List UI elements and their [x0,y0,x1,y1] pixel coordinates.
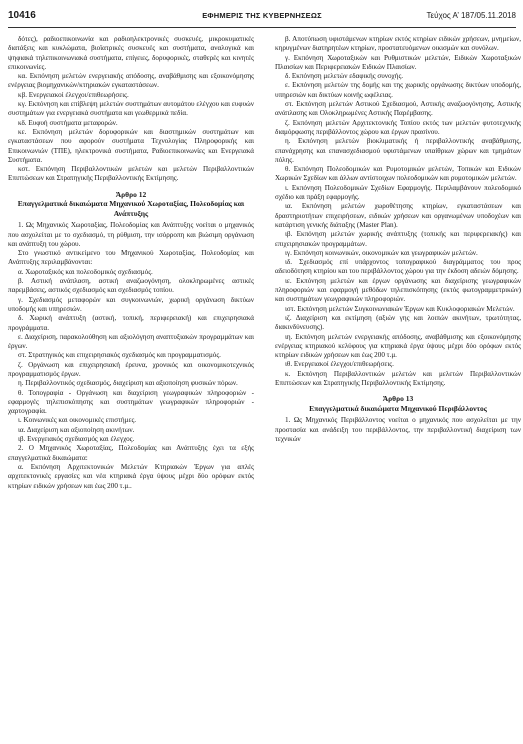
paragraph: ιη. Εκπόνηση μελετών ενεργειακής απόδοσης, αναβάθμισης και εξοικονόμησης ενέργειας κτηριακού κελύφους για κτηριακά έργα ύψους μέχρι δύο ορόφων εκτός κτηρίων ειδικών χρήσεων και έως 200 τ.μ. [275,332,521,360]
paragraph: ιθ. Ενεργειακοί έλεγχοι/επιθεωρήσεις. [285,360,394,369]
left-column [8,35,254,741]
paragraph: β. Αποτύπωση υφιστάμενων κτηρίων εκτός κτηρίων ειδικών χρήσεων, μνημείων, κηρυγμένων διατηρητέων κτηρίων, προστατευόμενων οικισμών και συνόλων. [275,35,521,53]
paragraph: ιζ. Διαχείριση και εκτίμηση (αξιών γης και λοιπών ακινήτων, τρωτότητας, διακινδύνευσης). [275,313,521,332]
paragraph: κα. Εκπόνηση μελετών ενεργειακής απόδοσης, αναβάθμισης και εξοικονόμησης ενέργειας βιομηχανικών/κτηριακών εγκαταστάσεων. [8,72,254,90]
paragraph: ιδ. Σχεδιασμός επί υπάρχοντος τοπογραφικού διαγράμματος του προς αδειοδότηση κτηρίου και του περιβάλλοντος χώρου για την έκδοση αδειών δόμησης. [275,258,521,276]
paragraph: ιστ. Εκπόνηση μελετών Συγκοινωνιακών Έργων και Κυκλοφοριακών Μελετών. [285,304,515,313]
paragraph: ζ. Οργάνωση και επιχειρησιακή έρευνα, χρονικός και οικονομικοτεχνικός προγραμματισμός έργων. [8,360,254,378]
paragraph: ζ. Εκπόνηση μελετών Αρχιτεκτονικής Τοπίου εκτός των μελετών φυτοτεχνικής διαμόρφωσης περιβάλλοντος χώρου και έργων πρασίνου. [275,118,521,136]
article-number: Άρθρο 13 [382,394,414,404]
paragraph: δότες), ραδιοεπικοινωνία και ραδιοηλεκτρονικές συσκευές, μικροκυματικές διατάξεις και κυκλώματα, βιοϊατρικές συσκευές και συστήματα, αναλογικά και ψηφιακά τηλεπικοινωνιακά συστήματα, επίγειες, δορυφορικές, σταθερές και κινητές επικοινωνίες. [8,35,254,71]
paragraph: α. Χωροταξικός και πολεοδομικός σχεδιασμός. [18,267,153,276]
paragraph: η. Εκπόνηση μελετών βιοκλιματικής ή περιβαλλοντικής αναβάθμισης, επανάχρησης και επανασχεδιασμού υφιστάμενων υπαίθριων χώρων και τμημάτων πόλης. [275,137,521,164]
issue-info: Τεύχος Α’ 187/05.11.2018 [426,11,516,20]
paragraph: α. Εκπόνηση Αρχιτεκτονικών Μελετών Κτηριακών Έργων για απλές αρχιτεκτονικές εργασίες και νέα κτηριακά έργα ύψους μέχρι δύο ορόφων εκτός κτηρίων ειδικών χρήσεων και έως 200 τ.μ.. [8,462,254,490]
paragraph: κε. Εκπόνηση μελετών δορυφορικών και διαστημικών συστημάτων και εγκαταστάσεων που αφορούν συστήματα Τεχνολογίας Πληροφορικής και Επικοινωνιών (ΤΠΕ), ηλεκτρονικά συστήματα, Ραδιοεπικοινωνίες και Ενεργειακά Συστήματα. [8,127,254,164]
paragraph: 1. Ως Μηχανικός Χωροταξίας, Πολεοδομίας και Ανάπτυξης νοείται ο μηχανικός που ασχολείται με το σχεδιασμό, τη ρύθμιση, την ισόρροπη και βιώσιμη οργάνωση και ανάπτυξη του χώρου. [8,221,254,248]
paragraph: ε. Εκπόνηση μελετών της δομής και της χωρικής οργάνωσης δικτύων υποδομής, υπηρεσιών και δικτύων κοινής ωφέλειας. [275,81,521,99]
paragraph: ιε. Εκπόνηση μελετών και έργων οργάνωσης και διαχείρισης γεωγραφικών πληροφοριών και εφαρμογή μεθόδων τηλεπισκόπησης (εκτός φωτογραμμετρικών) και συστημάτων γεωγραφικών πληροφοριών. [275,276,521,304]
article-title: Επαγγελματικά δικαιώματα Μηχανικού Περιβάλλοντος [309,403,487,413]
paragraph: κγ. Εκπόνηση και επίβλεψη μελετών συστημάτων αυτομάτου ελέγχου και ευφυών συστημάτων για ενεργειακά συστήματα και γεωθερμικά πεδία. [8,100,254,118]
paragraph: ι. Εκπόνηση Πολεοδομικών Σχεδίων Εφαρμογής. Περιλαμβάνουν πολεοδομικό σχέδιο και πράξη εφαρμογής. [275,183,521,202]
paragraph: κδ. Ευφυή συστήματα μεταφορών. [18,118,118,127]
page-number: 10416 [8,10,36,21]
right-column [275,35,521,741]
paragraph: στ. Εκπόνηση μελετών Αστικού Σχεδιασμού, Αστικής αναζωογόνησης, Αστικής ανάπλασης και Ολοκληρωμένες Αστικής Παρέμβασης. [275,100,521,118]
paragraph: κ. Εκπόνηση Περιβαλλοντικών μελετών και μελετών Περιβαλλοντικών Επιπτώσεων και Στρατηγικής Περιβαλλοντικής Εκτίμησης. [275,369,521,387]
paragraph: η. Περιβαλλοντικός σχεδιασμός, διαχείριση και αξιοποίηση φυσικών πόρων. [18,379,238,388]
paragraph: στ. Στρατηγικός και επιχειρησιακός σχεδιασμός και προγραμματισμός. [18,351,221,360]
paragraph: β. Αστική ανάπλαση, αστική αναζωογόνηση, ολοκληρωμένες αστικές παρεμβάσεις, αστικός σχεδιασμός και σχεδιασμός τοπίου. [8,277,254,295]
article-number: Άρθρο 12 [115,189,147,199]
paragraph: θ. Τοπογραφία - Οργάνωση και διαχείριση γεωγραφικών πληροφοριών - εφαρμογές τηλεπισκόπησης και συστημάτων γεωγραφικών πληροφοριών - χαρτογραφία. [8,388,254,416]
paragraph: δ. Εκπόνηση μελετών εδαφικής συνοχής. [285,72,404,81]
paragraph: ε. Διαχείριση, παρακολούθηση και αξιολόγηση αναπτυξιακών προγραμμάτων και έργων. [8,332,254,351]
article-title: Επαγγελματικά δικαιώματα Μηχανικού Χωροταξίας, Πολεοδομίας και Ανάπτυξης [17,199,245,218]
page-header [8,10,516,24]
paragraph: ιβ. Εκπόνηση μελετών χωρικής ανάπτυξης (τοπικής και περιφερειακής) και επιχειρησιακών προγραμμάτων. [275,230,521,248]
paragraph: ια. Εκπόνηση μελετών χωροθέτησης κτηρίων, εγκαταστάσεων και δραστηριοτήτων επιχειρήσεων, ειδικών χρήσεων και οργανωμένων υποδοχέων και κατάρτιση γενικής διάταξης (Master Plan). [275,202,521,229]
paragraph: ια. Διαχείριση και αξιοποίηση ακινήτων. [18,425,135,434]
paragraph: κστ. Εκπόνηση Περιβαλλοντικών μελετών και μελετών Περιβαλλοντικών Επιπτώσεων και Στρατηγικής Περιβαλλοντικής Εκτίμησης. [8,165,254,183]
paragraph: κβ. Ενεργειακοί έλεγχοι/επιθεωρήσεις. [18,90,129,99]
paragraph: Στο γνωστικό αντικείμενο του Μηχανικού Χωροταξίας, Πολεοδομίας και Ανάπτυξης περιλαμβάνονται: [8,249,254,267]
paragraph: ι. Κοινωνικές και οικονομικές επιστήμες. [18,416,137,425]
header-rule [8,27,516,28]
paragraph: γ. Σχεδιασμός μεταφορών και συγκοινωνιών, χωρική οργάνωση δικτύων υποδομής και υπηρεσιών. [8,295,254,313]
gazette-title: ΕΦΗΜΕΡΙΣ ΤΗΣ ΚΥΒΕΡΝΗΣΕΩΣ [202,11,322,20]
paragraph: ιβ. Ενεργειακός σχεδιασμός και έλεγχος. [18,435,135,444]
paragraph: 1. Ως Μηχανικός Περιβάλλοντος νοείται ο μηχανικός που ασχολείται με την προστασία και ανάδειξη του περιβάλλοντος, την περιβαλλοντική διαχείριση των τεχνικών [275,416,521,443]
paragraph: θ. Εκπόνηση Πολεοδομικών και Ρυμοτομικών μελετών, Τοπικών και Ειδικών Χωρικών Σχεδίων και άλλων αντίστοιχων πολεοδομικών και ρυμοτομικών μελετών. [275,165,521,183]
paragraph: γ. Εκπόνηση Χωροταξικών και Ρυθμιστικών μελετών, Ειδικών Χωροταξικών Πλαισίων και Περιφερειακών Ειδικών Πλαισίων. [275,53,521,71]
paragraph: ιγ. Εκπόνηση κοινωνικών, οικονομικών και γεωγραφικών μελετών. [285,248,478,257]
paragraph: 2. Ο Μηχανικός Χωροταξίας, Πολεοδομίας και Ανάπτυξης έχει τα εξής επαγγελματικά δικαιώματα: [8,444,254,462]
paragraph: δ. Χωρική ανάπτυξη (αστική, τοπική, περιφερειακή) και επιχειρησιακά προγράμματα. [8,314,254,332]
